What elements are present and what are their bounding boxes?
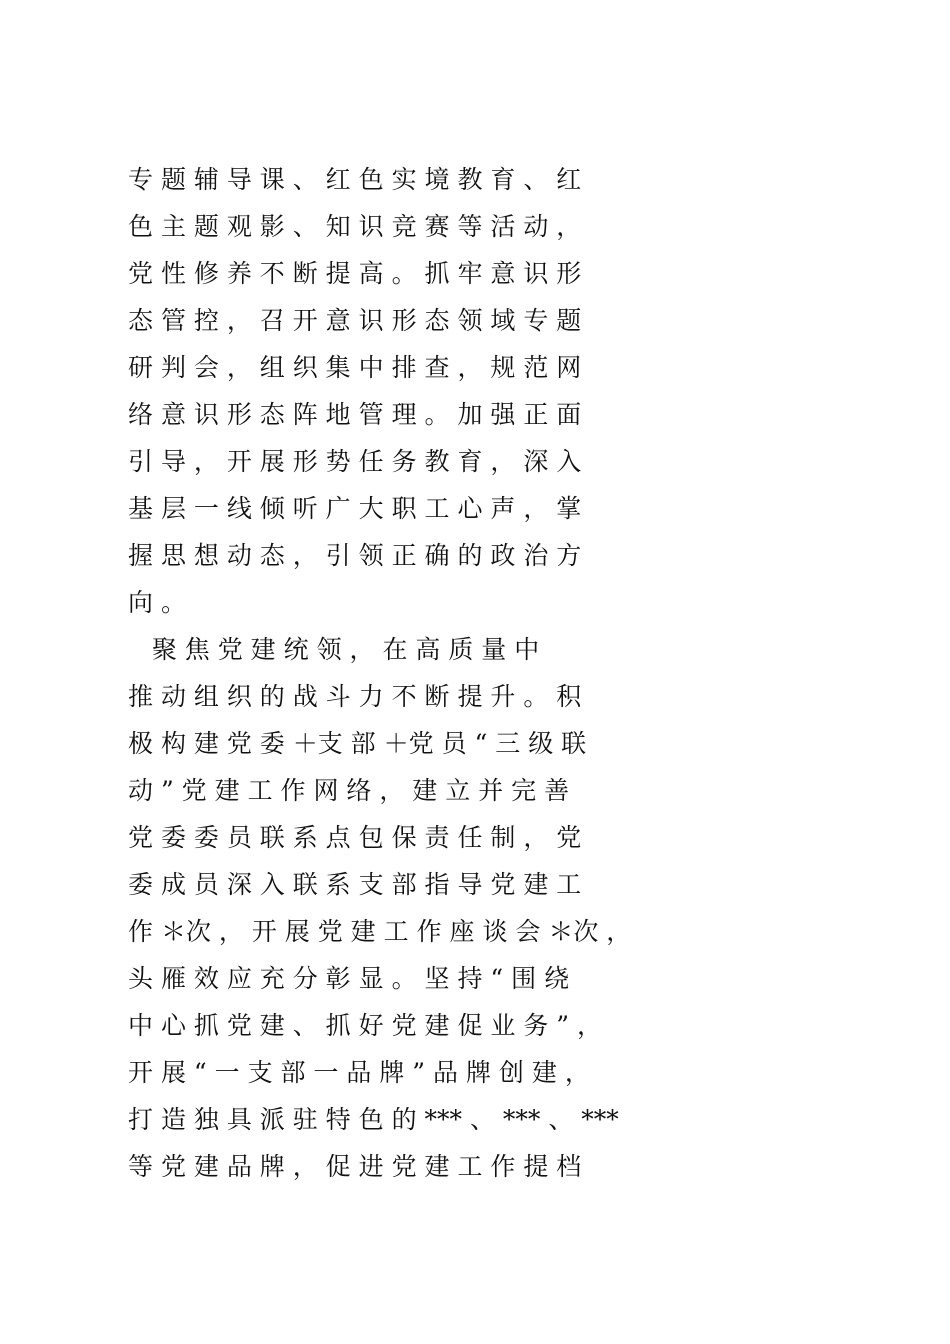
- text-line: 动 ” 党 建 工 作 网 络 ， 建 立 并 完 善: [128, 776, 570, 805]
- text-line: 打 造 独 具 派 驻 特 色 的 *** 、 *** 、 ***: [128, 1105, 619, 1134]
- text-line: 党 委 委 员 联 系 点 包 保 责 任 制 ， 党: [128, 823, 582, 852]
- text-line: 作 ＊次 ， 开 展 党 建 工 作 座 谈 会 ＊次 ，: [128, 917, 632, 946]
- text-line: 态 管 控 ， 召 开 意 识 形 态 领 域 专 题: [128, 306, 582, 335]
- text-line: 研 判 会 ， 组 织 集 中 排 查 ， 规 范 网: [128, 353, 582, 382]
- text-line: 开 展 “ 一 支 部 一 品 牌 ” 品 牌 创 建 ，: [128, 1058, 590, 1087]
- text-line: 党 性 修 养 不 断 提 高 。 抓 牢 意 识 形: [128, 259, 582, 288]
- paragraph-start-line: 聚 焦 党 建 统 领 ， 在 高 质 量 中: [128, 635, 540, 664]
- text-line: 引 导 ， 开 展 形 势 任 务 教 育 ， 深 入: [128, 447, 582, 476]
- text-line: 极 构 建 党 委 ＋支 部 ＋党 员 “ 三 级 联: [128, 729, 587, 758]
- text-line: 色 主 题 观 影 、 知 识 竞 赛 等 活 动 ，: [128, 212, 582, 241]
- text-line: 握 思 想 动 态 ， 引 领 正 确 的 政 治 方: [128, 541, 582, 570]
- text-line: 络 意 识 形 态 阵 地 管 理 。 加 强 正 面: [128, 400, 582, 429]
- text-line: 等 党 建 品 牌 ， 促 进 党 建 工 作 提 档: [128, 1152, 582, 1181]
- text-line: 中 心 抓 党 建 、 抓 好 党 建 促 业 务 ” ，: [128, 1011, 603, 1040]
- text-line: 向 。: [128, 588, 186, 617]
- text-line: 基 层 一 线 倾 听 广 大 职 工 心 声 ， 掌: [128, 494, 582, 523]
- text-line: 头 雁 效 应 充 分 彰 显 。 坚 持 “ 围 绕: [128, 964, 570, 993]
- text-line: 委 成 员 深 入 联 系 支 部 指 导 党 建 工: [128, 870, 582, 899]
- text-line: 专 题 辅 导 课 、 红 色 实 境 教 育 、 红: [128, 165, 582, 194]
- text-line: 推 动 组 织 的 战 斗 力 不 断 提 升 。 积: [128, 682, 582, 711]
